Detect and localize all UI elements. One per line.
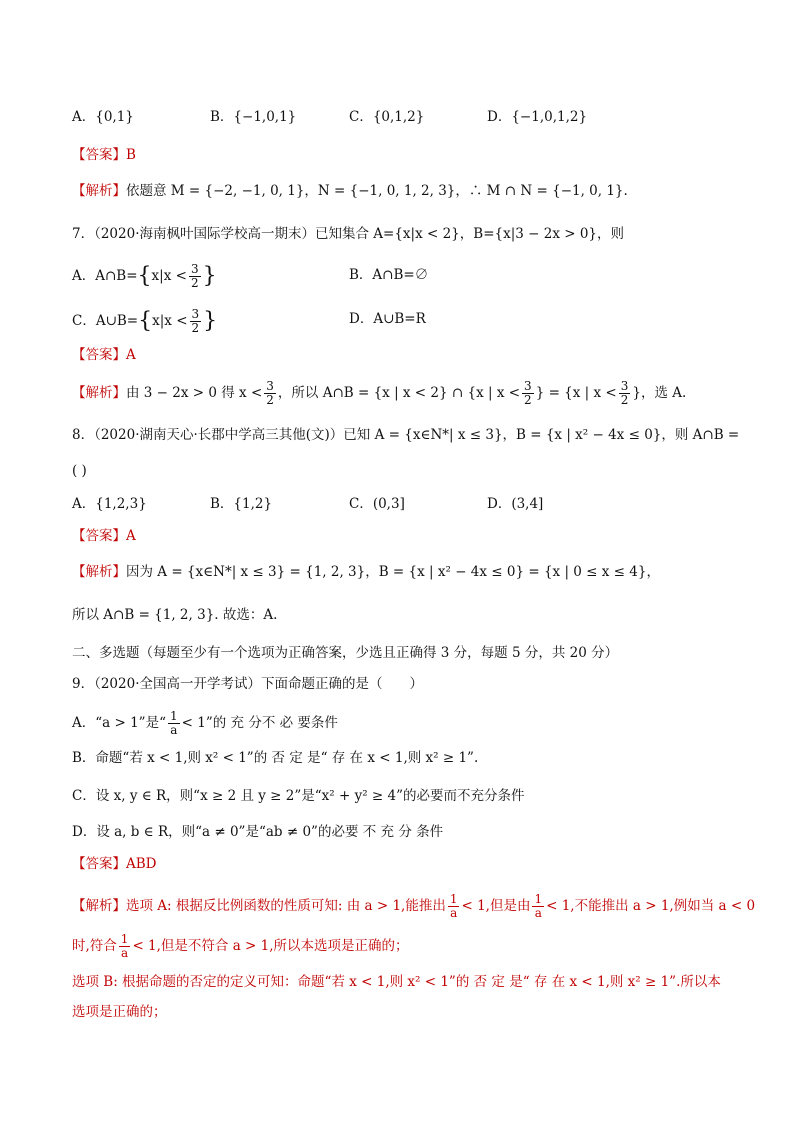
q9-stem: 9．（2020·全国高一开学考试）下面命题正确的是（ ） [72, 676, 423, 692]
answer-value: ABD [126, 856, 157, 872]
answer-value: B [126, 147, 136, 163]
analysis-tag: 【解析】 [72, 564, 126, 580]
q7-option-c: C．A∪B={x|x < $\frac{3}{2}$ } [72, 307, 218, 335]
q8-option-a: A．{1,2,3} [72, 496, 147, 512]
analysis-text: < 1,但是不符合 a > 1,所以本选项是正确的； [132, 938, 409, 954]
analysis-text: 选项 A: 根据反比例函数的性质可知: 由 a > 1,能推出 [126, 898, 446, 914]
answer-value: A [126, 347, 136, 363]
q9-option-b: B．命题“若 x < 1,则 x² < 1”的 否 定 是“ 存 在 x < 1,则 x² ≥ 1”. [72, 750, 479, 766]
fraction: $\frac{3}{2}$ [190, 262, 199, 290]
section-heading: 二、多选题（每题至少有一个选项为正确答案，少选且正确得 3 分，每题 5 分，共 20 分） [72, 645, 619, 661]
q7-option-b: B．A∩B=∅ [349, 267, 429, 283]
q8-paren: ( ) [72, 463, 87, 479]
q9-analysis-3: 选项 B: 根据命题的否定的定义可知：命题“若 x < 1,则 x² < 1”的 否 定 是“ 存 在 x < 1,则 x² ≥ 1”.所以本 [72, 974, 721, 990]
analysis-text: 由 3 − 2x > 0 得 x < [126, 385, 263, 401]
q9-option-a [72, 710, 338, 737]
answer-value: A [126, 528, 136, 544]
q7-option-d: D．A∪B=R [349, 311, 426, 327]
fraction: $\frac{1}{a}$ [170, 709, 178, 737]
q8-stem: 8．（2020·湖南天心·长郡中学高三其他(文)）已知 A = {x∈N*| x ≤ 3}，B = {x | x² − 4x ≤ 0}，则 A∩B = [72, 427, 740, 443]
q7-answer [72, 345, 136, 365]
fraction: $\frac{3}{2}$ [524, 379, 532, 407]
q7-analysis [72, 380, 686, 407]
analysis-text: }，选 A. [632, 385, 687, 401]
q9-option-c: C．设 x, y ∈ R，则“x ≥ 2 且 y ≥ 2”是“x² + y² ≥ 4”的必要而不充分条件 [72, 788, 525, 804]
analysis-text: ，所以 A∩B = {x | x < 2} ∩ {x | x < [277, 385, 521, 401]
q6-option-d: D．{−1,0,1,2} [487, 109, 588, 125]
set-builder: x|x < [152, 313, 188, 329]
fraction: $\frac{1}{a}$ [534, 892, 543, 920]
q9-analysis-2 [72, 933, 409, 960]
fraction: $\frac{1}{a}$ [449, 892, 458, 920]
fraction: $\frac{3}{2}$ [266, 379, 274, 407]
q9-answer [72, 854, 157, 874]
fraction: $\frac{3}{2}$ [620, 379, 629, 407]
fraction: $\frac{1}{a}$ [120, 932, 129, 960]
option-text: < 1”的 充 分不 必 要条件 [181, 715, 338, 731]
analysis-text: < 1,但是由 [461, 898, 531, 914]
q8-option-d: D．(3,4] [487, 496, 544, 512]
answer-tag: 【答案】 [72, 347, 126, 363]
q6-answer [72, 145, 136, 165]
q8-option-c: C．(0,3] [349, 496, 405, 512]
q6-option-a: A．{0,1} [72, 109, 134, 125]
q7-option-a-label: A．A∩B= [72, 268, 138, 284]
analysis-text: } = {x | x < [535, 385, 617, 401]
set-builder: x|x < [151, 268, 187, 284]
option-text: A．“a > 1”是“ [72, 715, 166, 731]
q9-option-d: D．设 a, b ∈ R，则“a ≠ 0”是“ab ≠ 0”的必要 不 充 分 条件 [72, 824, 444, 840]
q9-analysis-4: 选项是正确的； [72, 1004, 167, 1020]
q6-analysis [72, 181, 628, 201]
q8-option-b: B．{1,2} [210, 496, 273, 512]
analysis-text: 因为 A = {x∈N*| x ≤ 3} = {1, 2, 3}，B = {x | x² − 4x ≤ 0} = {x | 0 ≤ x ≤ 4}， [126, 564, 660, 580]
q8-answer [72, 526, 136, 546]
fraction: $\frac{3}{2}$ [191, 307, 200, 335]
analysis-tag: 【解析】 [72, 898, 126, 914]
q7-option-c-label: C．A∪B= [72, 313, 139, 329]
answer-tag: 【答案】 [72, 528, 126, 544]
analysis-tag: 【解析】 [72, 385, 126, 401]
answer-tag: 【答案】 [72, 147, 126, 163]
analysis-text: 时,符合 [72, 938, 117, 954]
q8-analysis [72, 562, 660, 582]
q8-analysis-2: 所以 A∩B = {1, 2, 3}. 故选：A. [72, 607, 278, 623]
q7-stem: 7．（2020·海南枫叶国际学校高一期末）已知集合 A={x|x < 2}，B={x|3 − 2x > 0}，则 [72, 226, 625, 242]
answer-tag: 【答案】 [72, 856, 126, 872]
q6-option-c: C．{0,1,2} [349, 109, 425, 125]
analysis-text: 依题意 M = {−2, −1, 0, 1}，N = {−1, 0, 1, 2, 3}，∴ M ∩ N = {−1, 0, 1}. [126, 183, 628, 199]
analysis-tag: 【解析】 [72, 183, 126, 199]
q7-option-a: A．A∩B={x|x < $\frac{3}{2}$ } [72, 262, 217, 290]
analysis-text: < 1,不能推出 a > 1,例如当 a < 0 [546, 898, 756, 914]
q9-analysis-1 [72, 893, 755, 920]
q6-option-b: B．{−1,0,1} [210, 109, 297, 125]
